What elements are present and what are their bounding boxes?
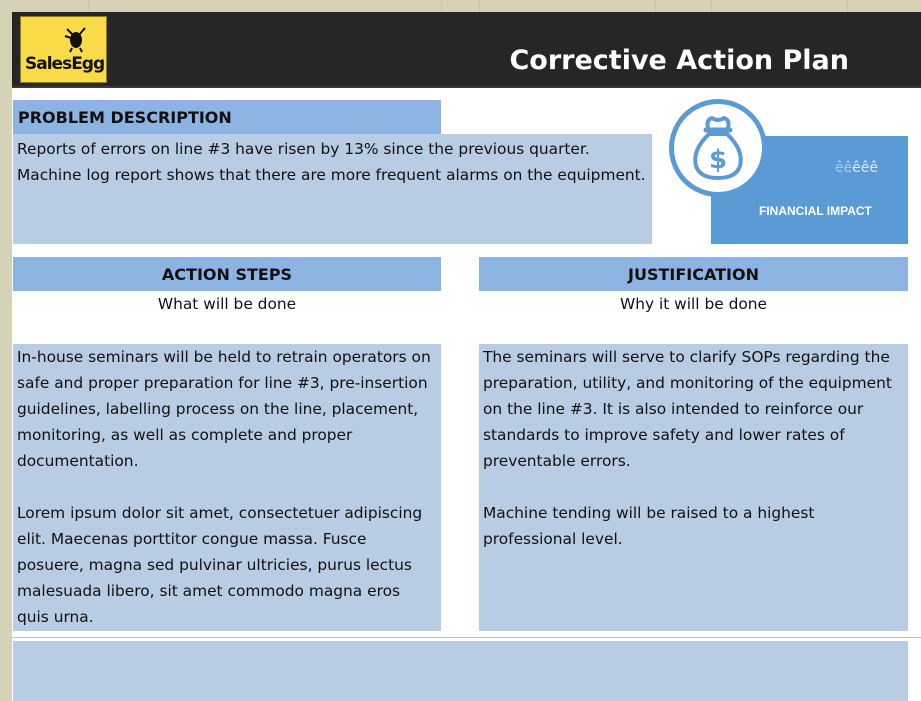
financial-impact-label: FINANCIAL IMPACT <box>759 204 872 218</box>
financial-impact-badge <box>669 99 767 197</box>
action-steps-heading: ACTION STEPS <box>13 257 441 291</box>
trend-arrows-dim: êê <box>834 160 853 176</box>
justification-paragraph: The seminars will serve to clarify SOPs regarding the preparation, utility, and monitoring of the equipment on the line #3. It is also intended to reinforce our standards to improve safety and lower rates of preventable errors. <box>483 348 892 470</box>
column-guide <box>88 0 89 12</box>
problem-description-text[interactable] <box>13 134 652 244</box>
column-guide <box>479 0 480 12</box>
problem-line: Machine log report shows that there are more frequent alarms on the equipment. <box>17 166 646 184</box>
svg-text:$: $ <box>708 145 728 175</box>
trend-arrows-bright: êêê <box>852 160 878 176</box>
justification-subheading: Why it will be done <box>619 295 768 313</box>
header-bar <box>12 12 921 88</box>
paragraph-gap <box>483 474 902 500</box>
problem-line: Reports of errors on line #3 have risen by 13% since the previous quarter. <box>17 140 590 158</box>
money-bag-dollar-icon <box>688 112 748 184</box>
justification-paragraph: Machine tending will be raised to a highest professional level. <box>483 504 815 548</box>
page-title: Corrective Action Plan <box>509 45 849 76</box>
action-steps-text[interactable] <box>13 344 441 631</box>
column-guide <box>711 0 712 12</box>
action-steps-subheading: What will be done <box>157 295 297 313</box>
salesegg-logo <box>20 16 107 83</box>
paragraph-gap <box>17 474 435 500</box>
trend-arrows <box>835 160 878 176</box>
action-paragraph: In-house seminars will be held to retrain operators on safe and proper preparation for line #3, pre-insertion guidelines, labelling process on the line, placement, monitoring, as well as complete and proper documentation. <box>17 348 431 470</box>
column-guide <box>655 0 656 12</box>
logo-text: SalesEgg <box>25 54 105 74</box>
column-guide <box>847 0 848 12</box>
row-divider <box>12 637 921 638</box>
column-guide <box>441 0 442 12</box>
bottom-section-band[interactable] <box>13 641 908 701</box>
justification-heading: JUSTIFICATION <box>479 257 908 291</box>
justification-text[interactable] <box>479 344 908 631</box>
problem-description-heading: PROBLEM DESCRIPTION <box>13 100 441 134</box>
action-paragraph: Lorem ipsum dolor sit amet, consectetuer adipiscing elit. Maecenas porttitor congue massa. Fusce posuere, magna sed pulvinar ultricies, purus lectus malesuada libero, sit amet commodo magna eros quis urna. <box>17 504 423 626</box>
egg-figure-icon <box>61 23 91 53</box>
